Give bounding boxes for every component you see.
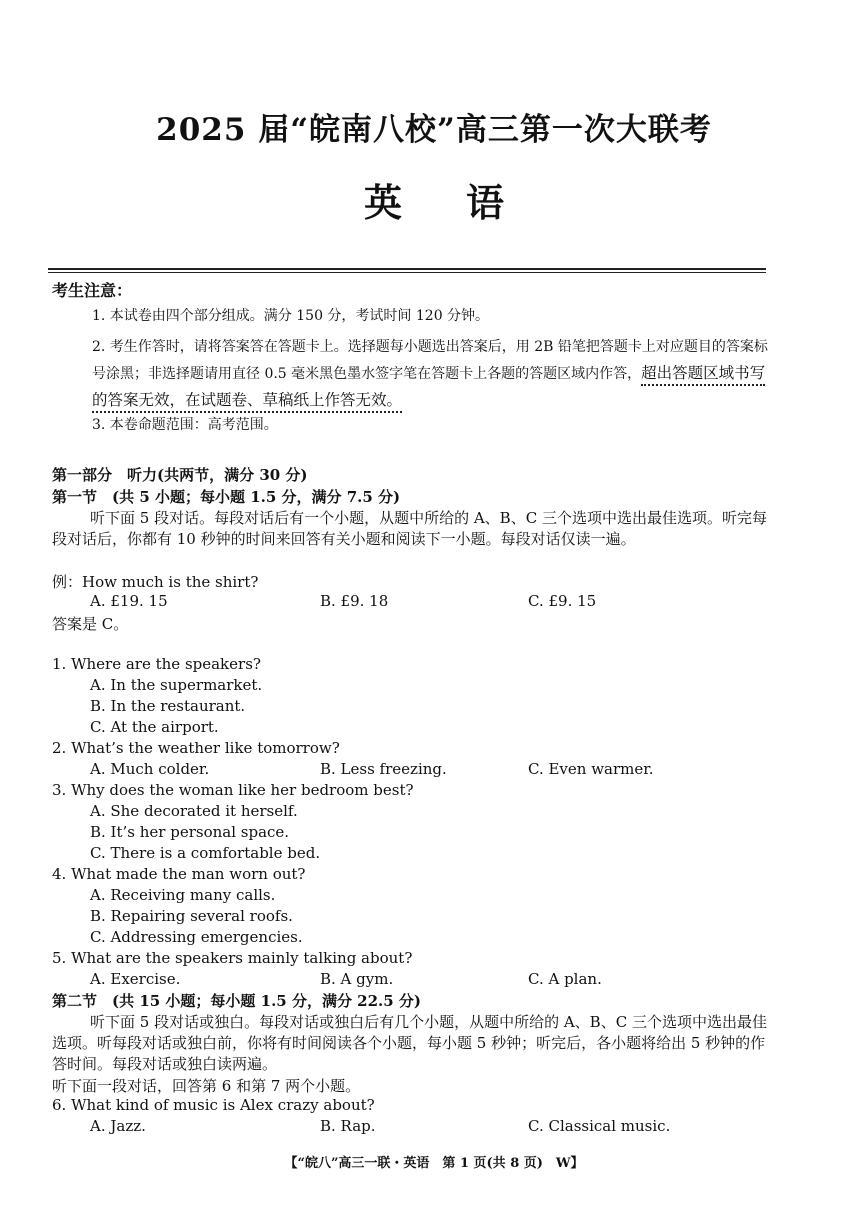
question-2-option-b: B. Less freezing. — [320, 760, 447, 778]
question-1: 1. Where are the speakers? — [52, 655, 261, 673]
question-4-option-a: A. Receiving many calls. — [90, 886, 276, 904]
question-5-option-a: A. Exercise. — [90, 970, 181, 988]
notice-item-2-text: 2. 考生作答时，请将答案答在答题卡上。选择题每小题选出答案后，用 2B 铅笔把答题卡上对应题目的答案标号涂黑；非选择题请用直径 0.5 毫米黑色墨水签字笔在答题卡上各题的答题区域内作答， — [92, 339, 768, 382]
example-question: 例：How much is the shirt? — [52, 573, 259, 591]
question-3: 3. Why does the woman like her bedroom best? — [52, 781, 414, 799]
question-1-option-c: C. At the airport. — [90, 718, 219, 736]
question-5-option-c: C. A plan. — [528, 970, 602, 988]
subject-title: 英语 — [363, 180, 568, 225]
notice-item-2 — [92, 334, 768, 414]
question-5-option-b: B. A gym. — [320, 970, 394, 988]
section1-heading: 第一节 (共 5 小题；每小题 1.5 分，满分 7.5 分) — [52, 488, 401, 506]
question-6-option-a: A. Jazz. — [90, 1117, 146, 1135]
question-6: 6. What kind of music is Alex crazy about? — [52, 1096, 375, 1114]
notice-item-3: 3. 本卷命题范围：高考范围。 — [92, 417, 278, 433]
example-option-a: A. £19. 15 — [90, 592, 168, 610]
question-1-option-b: B. In the restaurant. — [90, 697, 246, 715]
question-5: 5. What are the speakers mainly talking about? — [52, 949, 413, 967]
question-4-option-c: C. Addressing emergencies. — [90, 928, 303, 946]
notice-item-1: 1. 本试卷由四个部分组成。满分 150 分，考试时间 120 分钟。 — [92, 308, 490, 324]
question-2: 2. What’s the weather like tomorrow? — [52, 739, 340, 757]
question-6-option-b: B. Rap. — [320, 1117, 376, 1135]
question-4-option-b: B. Repairing several roofs. — [90, 907, 293, 925]
section1-instructions: 听下面 5 段对话。每段对话后有一个小题，从题中所给的 A、B、C 三个选项中选出最佳选项。听完每段对话后，你都有 10 秒钟的时间来回答有关小题和阅读下一小题。每段对话仅读一遍。 — [52, 509, 767, 548]
section2-instructions: 听下面 5 段对话或独白。每段对话或独白后有几个小题，从题中所给的 A、B、C 三个选项中选出最佳选项。听每段对话或独白前，你将有时间阅读各个小题，每小题 5 秒钟；听完后，各小题将给出 5 秒钟的作答时间。每段对话或独白读两遍。 — [52, 1013, 767, 1073]
example-option-c: C. £9. 15 — [528, 592, 597, 610]
question-3-option-c: C. There is a comfortable bed. — [90, 844, 321, 862]
example-answer: 答案是 C。 — [52, 615, 129, 633]
section2-lead: 听下面一段对话，回答第 6 和第 7 两个小题。 — [52, 1077, 361, 1095]
part1-heading: 第一部分 听力(共两节，满分 30 分) — [52, 466, 308, 484]
section2-heading: 第二节 (共 15 小题；每小题 1.5 分，满分 22.5 分) — [52, 992, 422, 1010]
example-option-b: B. £9. 18 — [320, 592, 389, 610]
question-4: 4. What made the man worn out? — [52, 865, 306, 883]
question-3-option-a: A. She decorated it herself. — [90, 802, 298, 820]
page-footer: 【“皖八”高三一联・英语 第 1 页(共 8 页) W】 — [284, 1156, 584, 1171]
notice-heading: 考生注意： — [52, 281, 133, 300]
question-1-option-a: A. In the supermarket. — [90, 676, 263, 694]
question-3-option-b: B. It’s her personal space. — [90, 823, 290, 841]
question-2-option-c: C. Even warmer. — [528, 760, 654, 778]
question-6-option-c: C. Classical music. — [528, 1117, 671, 1135]
question-2-option-a: A. Much colder. — [90, 760, 210, 778]
notice-item-2-emphasis: 超出答题区域书写的答案无效，在试题卷、草稿纸上作答无效。 — [92, 364, 765, 413]
header-divider — [48, 268, 766, 273]
exam-title: 2025 届“皖南八校”高三第一次大联考 — [156, 112, 712, 148]
